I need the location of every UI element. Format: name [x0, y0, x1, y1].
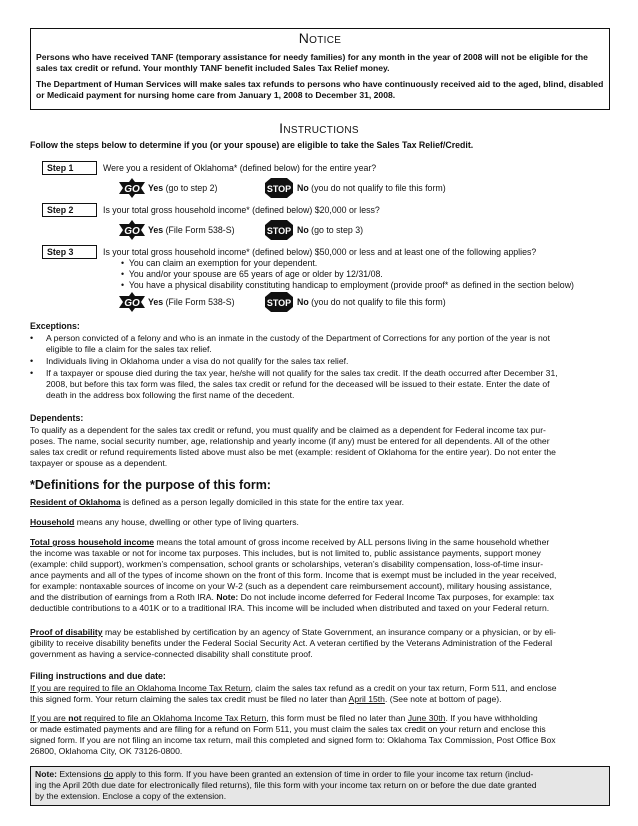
go-sign-text: GO [124, 298, 140, 309]
definitions-title: *Definitions for the purpose of this form: [30, 478, 271, 492]
step-2-no [297, 225, 363, 236]
go-sign-text: GO [124, 226, 140, 237]
instructions-intro: Follow the steps below to determine if you (or your spouse) are eligible to take the Sales Tax Relief/Credit. [30, 140, 474, 150]
go-sign-icon [119, 178, 145, 198]
step-1-no [297, 183, 446, 194]
step-1-yes-text: (go to step 2) [163, 183, 218, 193]
go-sign-icon [119, 220, 145, 240]
dependents-heading: Dependents: [30, 413, 84, 423]
extension-note-text: Note: Extensions do apply to this form. If you have been granted an extension of time in order to file your income tax return (includ- ing the April 20th due date for electronically filed returns), file this form with your income tax return on or before the due date granted by the extension. Enclose a copy of the extension. [35, 769, 537, 801]
notice-paragraph-tanf: Persons who have received TANF (temporary assistance for needy families) for any month in the year of 2008 will not be eligible for the sales tax credit or refund. Your monthly TANF benefit included Sales Tax Relief money. [36, 52, 588, 73]
bullet-icon: • [30, 356, 34, 366]
step-2-no-text: (go to step 3) [308, 225, 364, 235]
step-2-yes [148, 225, 235, 236]
exception-item-felony: A person convicted of a felony and who is an inmate in the custody of the Department of Corrections for any portion of the year is not eligible to file a claim for the sales tax relief. [46, 333, 550, 354]
notice-paragraph-dhs: The Department of Human Services will make sales tax refunds to persons who have continuously received aid to the aged, blind, disabled or Medicaid payment for nursing home care from January 1, 2008 to December 31, 2008. [36, 79, 604, 100]
step-3-label: Step 3 [42, 245, 97, 259]
step-2-yes-text: (File Form 538-S) [163, 225, 235, 235]
dependents-paragraph: To qualify as a dependent for the sales tax credit or refund, you must qualify and be claimed as a dependent for Federal income tax pur- poses. The name, social security number, age, relationship and yearly income (if any) must be entered for all dependents. All of the other sales tax credit or refund requirements listed above must also be met (example: resident of Oklahoma for the entire year). Do not enter the taxpayer or spouse as a dependent. [30, 425, 556, 468]
step-3-question: Is your total gross household income* (defined below) $50,000 or less and at least one of the following applies? [103, 247, 537, 257]
notice-title: Notice [298, 30, 342, 46]
extension-note-box [30, 766, 610, 806]
step-3-no-text: (you do not qualify to file this form) [308, 297, 446, 307]
stop-sign-text: STOP [266, 298, 292, 308]
step-1-yes [148, 183, 217, 194]
instructions-title: Instructions [279, 120, 359, 136]
definition-resident: Resident of Oklahoma is defined as a person legally domiciled in this state for the entire tax year. [30, 497, 405, 507]
notice-box [30, 28, 610, 110]
bullet-icon: • [30, 333, 34, 343]
step-2-label: Step 2 [42, 203, 97, 217]
step-3-no [297, 297, 446, 308]
step-2-no-label: No [297, 225, 309, 235]
step-3-bullet: • You can claim an exemption for your dependent. [121, 258, 318, 268]
step-1-no-text: (you do not qualify to file this form) [308, 183, 446, 193]
definition-household: Household means any house, dwelling or other type of living quarters. [30, 517, 299, 527]
step-2-yes-label: Yes [148, 225, 164, 235]
step-2-question: Is your total gross household income* (defined below) $20,000 or less? [103, 205, 380, 215]
step-3-yes-label: Yes [148, 297, 164, 307]
step-3-bullet: • You and/or your spouse are 65 years of age or older by 12/31/08. [121, 269, 383, 279]
stop-sign-icon [265, 220, 293, 240]
go-sign-icon [119, 292, 145, 312]
filing-heading: Filing instructions and due date: [30, 671, 166, 681]
exception-item-death: If a taxpayer or spouse died during the tax year, he/she will not qualify for the sales tax credit. If the death occurred after December 31, 2008, but before this tax form was filed, the sales tax credit or refund for the deceased will be issued to their estate. Enter the date of death in the address box following the first name of the decedent. [46, 368, 558, 400]
step-3-yes [148, 297, 235, 308]
definition-disability: Proof of disability may be established by certification by an agency of State Government, an insurance company or a physician, or by eli- gibility to receive disability benefits under the Federal Social Security Act. A veteran certified by the Veterans Administration of the Federal government as having a service-connected disability shall constitute proof. [30, 627, 556, 659]
exceptions-heading: Exceptions: [30, 321, 80, 331]
step-3-yes-text: (File Form 538-S) [163, 297, 235, 307]
stop-sign-text: STOP [266, 226, 292, 236]
step-1-yes-label: Yes [148, 183, 164, 193]
step-1-question: Were you a resident of Oklahoma* (defined below) for the entire year? [103, 163, 377, 173]
filing-paragraph-not-required: If you are not required to file an Oklahoma Income Tax Return, this form must be filed no later than June 30th. If you have withholding or made estimated payments and are filing for a refund on Form 511, you must claim the sales tax credit on your return and enclose this signed form. If you are not filing an income tax return, mail this completed and signed form to: Oklahoma Tax Commission, Post Office Box 26800, Oklahoma City, OK 73126-0800. [30, 713, 556, 756]
step-3-bullet: • You have a physical disability constituting handicap to employment (provide proof* as defined in the section below) [121, 280, 574, 290]
step-1-label: Step 1 [42, 161, 97, 175]
bullet-icon: • [30, 368, 34, 378]
exception-item-visa: Individuals living in Oklahoma under a visa do not qualify for the sales tax relief. [46, 356, 349, 366]
stop-sign-icon [265, 178, 293, 198]
stop-sign-text: STOP [266, 184, 292, 194]
stop-sign-icon [265, 292, 293, 312]
step-3-no-label: No [297, 297, 309, 307]
definition-total-income: Total gross household income means the total amount of gross income received by ALL persons living in the same household whether the income was taxable or not for income tax purposes. This includes, but is not limited to, public assistance payments, support money (example: child support), workmen’s compensation, school grants or scholarships, veteran’s disability compensation, loss-of-time insur- ance payments and all of the types of income shown on the front of this form. Income that is exempt must be included in the year received, for example: nontaxable sources of income on your W-2 (such as a dependent care reimbursement account), military housing assistance, and the distribution of earnings from a Roth IRA. Note: Do not include income deferred for Federal Income Tax purposes, for example: tax deductible contributions to a 401K or to a traditional IRA. This income will be included when distributed and taxed on your Federal return. [30, 537, 557, 613]
go-sign-text: GO [124, 184, 140, 195]
filing-paragraph-required: If you are required to file an Oklahoma Income Tax Return, claim the sales tax refund as a credit on your tax return, Form 511, and enclose this signed form. Your return claiming the sales tax credit must be filed no later than April 15th. (See note at bottom of page). [30, 683, 557, 704]
step-1-no-label: No [297, 183, 309, 193]
